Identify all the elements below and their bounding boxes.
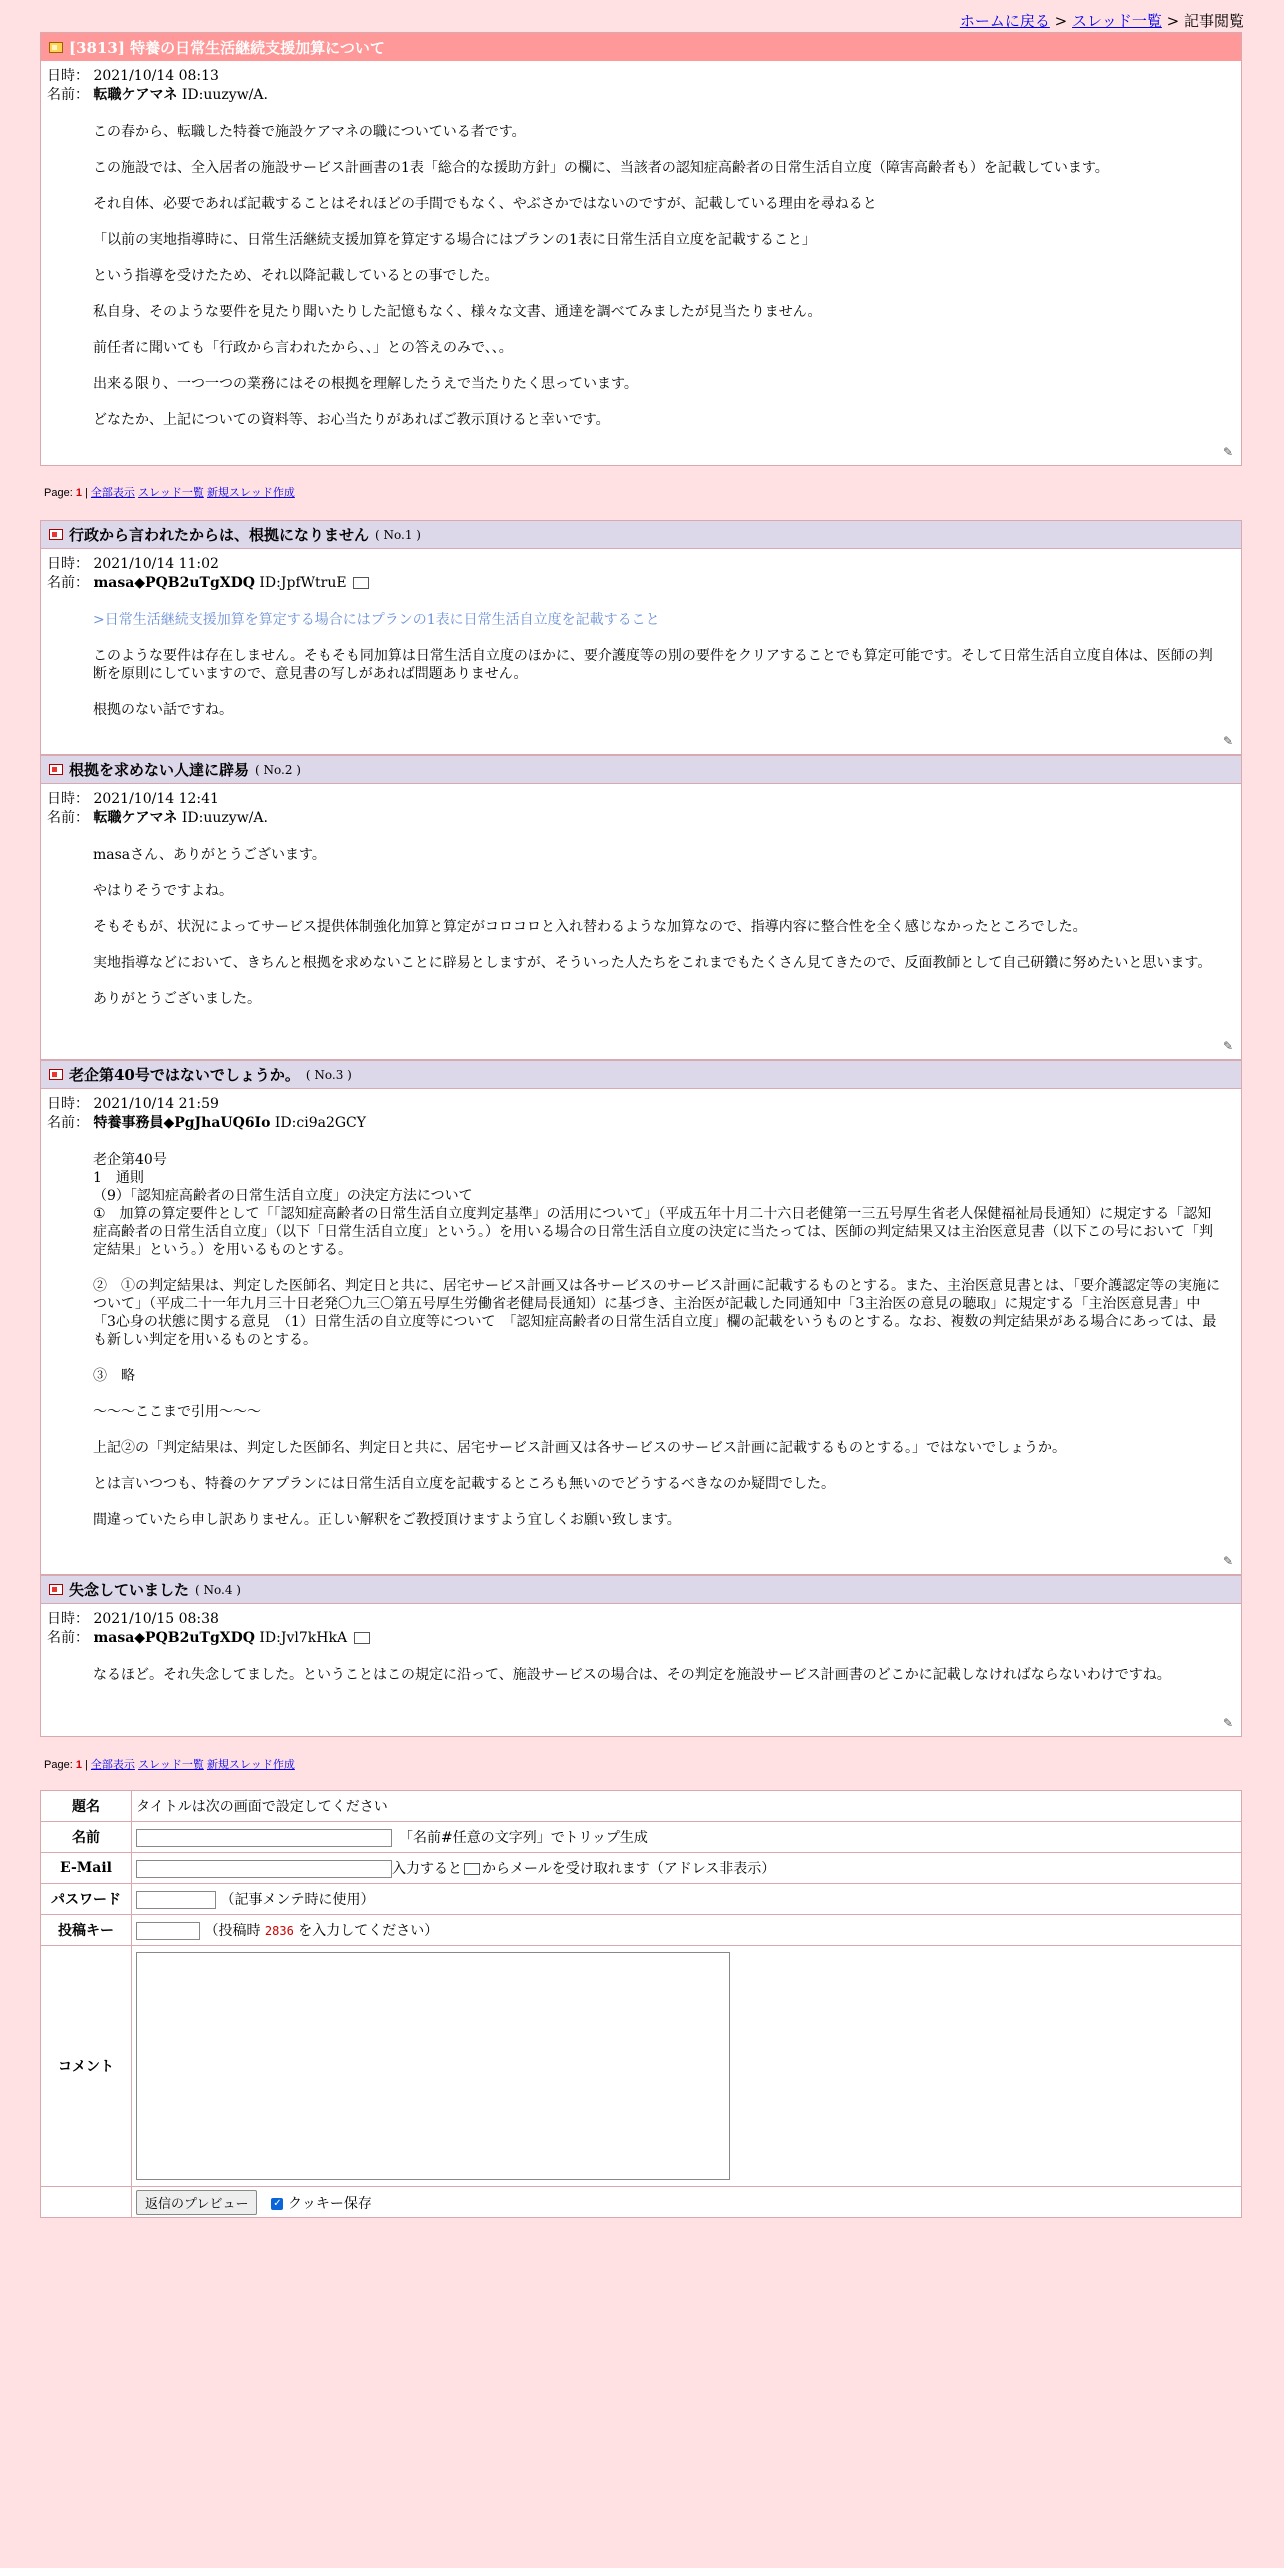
thread-title-bar bbox=[41, 33, 1241, 61]
title-note: タイトルは次の画面で設定してください bbox=[132, 1791, 1242, 1822]
post-date: 日時： 2021/10/14 11:02 bbox=[47, 556, 219, 572]
post-icon bbox=[49, 1584, 63, 1595]
comment-textarea[interactable] bbox=[136, 1952, 730, 2180]
edit-tool-icon[interactable]: ✎ bbox=[1222, 734, 1233, 748]
reply-title-bar: 根拠を求めない人達に辟易 ( No.2 ) bbox=[41, 756, 1241, 784]
mail-icon[interactable] bbox=[354, 1632, 370, 1644]
thread-main-post bbox=[40, 32, 1242, 466]
post-icon bbox=[49, 1069, 63, 1080]
reply-title: 老企第40号ではないでしょうか。 bbox=[69, 1066, 300, 1084]
post-author: 名前： 特養事務員◆PgJhaUQ6Io ID:ci9a2GCY bbox=[47, 1115, 366, 1131]
password-label: パスワード bbox=[41, 1884, 132, 1915]
new-thread-link[interactable]: 新規スレッド作成 bbox=[206, 1759, 295, 1771]
post-author: 名前： 転職ケアマネ ID:uuzyw/A. bbox=[47, 810, 268, 826]
home-link[interactable]: ホームに戻る bbox=[959, 12, 1050, 30]
reply-title: 失念していました bbox=[69, 1581, 190, 1599]
post-content: masaさん、ありがとうございます。 やはりそうですよね。 そもそもが、状況によってサービス提供体制強化加算と算定がコロコロと入れ替わるような加算なので、指導内容に整合性を全く感じなかったところでした。 実地指導などにおいて、きちんと根拠を求めないことに辟易としますが、そういった人たちをこれまでもたくさん見てきたので、反面教師として自己研鑽に努めたいと思います。 ありがとうございました。 bbox=[93, 847, 1212, 1007]
reply-title: 行政から言われたからは、根拠になりません bbox=[69, 526, 370, 544]
new-thread-link[interactable]: 新規スレッド作成 bbox=[206, 487, 295, 499]
cookie-label: クッキー保存 bbox=[287, 2195, 372, 2212]
reply-post bbox=[40, 520, 1242, 755]
post-content: なるほど。それ失念してました。ということはこの規定に沿って、施設サービスの場合は、その判定を施設サービス計画書のどこかに記載しなければならないわけですね。 bbox=[93, 1667, 1171, 1683]
edit-tool-icon[interactable]: ✎ bbox=[1222, 445, 1233, 459]
email-label: E-Mail bbox=[41, 1853, 132, 1884]
reply-title-bar: 行政から言われたからは、根拠になりません ( No.1 ) bbox=[41, 521, 1241, 549]
reply-post bbox=[40, 1060, 1242, 1575]
reply-post bbox=[40, 1575, 1242, 1737]
breadcrumb: ホームに戻る > スレッド一覧 > 記事閲覧 bbox=[959, 12, 1244, 30]
reply-title: 根拠を求めない人達に辟易 bbox=[69, 761, 250, 779]
edit-tool-icon[interactable]: ✎ bbox=[1222, 1554, 1233, 1568]
post-key-label: 投稿キー bbox=[41, 1915, 132, 1946]
title-label: 題名 bbox=[41, 1791, 132, 1822]
thread-title: [3813] 特養の日常生活継続支援加算について bbox=[69, 38, 385, 57]
reply-title-bar: 老企第40号ではないでしょうか。 ( No.3 ) bbox=[41, 1061, 1241, 1089]
post-icon bbox=[49, 764, 63, 775]
password-hint: （記事メンテ時に使用） bbox=[220, 1892, 375, 1908]
current-page-label: 記事閲覧 bbox=[1183, 12, 1244, 30]
post-date: 日時： 2021/10/14 12:41 bbox=[47, 791, 219, 807]
post-content: この春から、転職した特養で施設ケアマネの職についている者です。 この施設では、全入居者の施設サービス計画書の1表「総合的な援助方針」の欄に、当該者の認知症高齢者の日常生活自立度（障害高齢者も）を記載しています。 それ自体、必要であれば記載することはそれほどの手間でもなく、やぶさかではないのですが、記載している理由を尋ねると 「以前の実地指導時に、日常生活継続支援加算を算定する場合にはプランの1表に日常生活自立度を記載すること」 という指導を受けたため、それ以降記載しているとの事でした。 私自身、そのような要件を見たり聞いたりした記憶もなく、様々な文書、通達を調べてみましたが見当たりません。 前任者に聞いても「行政から言われたから、、」との答えのみで、、。 出来る限り、一つ一つの業務にはその根拠を理解したうえで当たりたく思っています。 どなたか、上記についての資料等、お心当たりがあればご教示頂けると幸いです。 bbox=[93, 124, 1109, 428]
edit-tool-icon[interactable]: ✎ bbox=[1222, 1039, 1233, 1053]
email-input[interactable] bbox=[136, 1860, 392, 1878]
thread-list-link-3[interactable]: スレッド一覧 bbox=[137, 1759, 204, 1771]
password-input[interactable] bbox=[136, 1891, 216, 1909]
post-author: 名前： masa◆PQB2uTgXDQ ID:JpfWtruE bbox=[47, 574, 1235, 593]
show-all-link[interactable]: 全部表示 bbox=[90, 487, 135, 499]
mail-icon bbox=[464, 1863, 480, 1875]
reply-form: 題名 タイトルは次の画面で設定してください 名前 「名前#任意の文字列」でトリップ生成 E-Mail 入力すると からメールを受け取れます（アドレス非表示） パスワード （記事メンテ時に使用） 投稿キー （投稿時 2836 を入力してください） コメント 返信のプレビュー ✓ クッキー保存 bbox=[40, 1790, 1242, 2218]
post-icon bbox=[49, 529, 63, 540]
trip-hint: 「名前#任意の文字列」でトリップ生成 bbox=[406, 1830, 648, 1846]
name-label: 名前 bbox=[41, 1822, 132, 1853]
thread-list-link-2[interactable]: スレッド一覧 bbox=[137, 487, 204, 499]
post-key-code: 2836 bbox=[264, 1924, 294, 1938]
post-content: >日常生活継続支援加算を算定する場合にはプランの1表に日常生活自立度を記載すること このような要件は存在しません。そもそも同加算は日常生活自立度のほかに、要介護度等の別の要件をクリアすることでも算定可能です。そして日常生活自立度自体は、医師の判断を原則にしていますので、意見書の写しがあれば問題ありません。 根拠のない話ですね。 bbox=[93, 611, 1223, 719]
reply-title-bar: 失念していました ( No.4 ) bbox=[41, 1576, 1241, 1604]
pager-top: Page: 1 | 全部表示 スレッド一覧 新規スレッド作成 bbox=[44, 487, 295, 499]
post-author: 名前： masa◆PQB2uTgXDQ ID:Jvl7kHkA bbox=[47, 1629, 1235, 1648]
cookie-checkbox[interactable]: ✓ bbox=[273, 2197, 282, 2209]
comment-label: コメント bbox=[41, 1946, 132, 2187]
quote-text: >日常生活継続支援加算を算定する場合にはプランの1表に日常生活自立度を記載すること bbox=[93, 612, 660, 628]
mail-icon[interactable] bbox=[353, 577, 369, 589]
preview-button[interactable]: 返信のプレビュー bbox=[136, 2190, 257, 2215]
post-key-input[interactable] bbox=[136, 1922, 200, 1940]
post-date: 日時： 2021/10/14 21:59 bbox=[47, 1096, 219, 1112]
post-date: 日時： 2021/10/14 08:13 bbox=[47, 68, 219, 84]
edit-tool-icon[interactable]: ✎ bbox=[1222, 1716, 1233, 1730]
folder-icon bbox=[49, 42, 63, 53]
pager-bottom: Page: 1 | 全部表示 スレッド一覧 新規スレッド作成 bbox=[44, 1759, 295, 1771]
name-input[interactable] bbox=[136, 1829, 392, 1847]
thread-list-link[interactable]: スレッド一覧 bbox=[1072, 12, 1162, 30]
post-content: 老企第40号 1 通則 （9）「認知症高齢者の日常生活自立度」の決定方法について ① 加算の算定要件として「「認知症高齢者の日常生活自立度判定基準」の活用について」（平成五年十月二十六日老健第一三五号厚生省老人保健福祉局長通知）に規定する「認知症高齢者の日常生活自立度」（以下「日常生活自立度」という。）を用いる場合の日常生活自立度の決定に当たっては、医師の判定結果又は主治医意見書（以下この号において「判定結果」という。）を用いるものとする。 ② ①の判定結果は、判定した医師名、判定日と共に、居宅サービス計画又は各サービスのサービス計画に記載するものとする。また、主治医意見書とは、「要介護認定等の実施について」（平成二十一年九月三十日老発〇九三〇第五号厚生労働省老健局長通知）に基づき、主治医が記載した同通知中「3主治医の意見の聴取」に規定する「主治医意見書」中「3心身の状態に関する意見 （1）日常生活の自立度等について 「認知症高齢者の日常生活自立度」欄の記載をいうものとする。なお、複数の判定結果がある場合にあっては、最も新しい判定を用いるものとする。 ③ 略 ～～～ここまで引用～～～ 上記②の「判定結果は、判定した医師名、判定日と共に、居宅サービス計画又は各サービスのサービス計画に記載するものとする。」ではないでしょうか。 とは言いつつも、特養のケアプランには日常生活自立度を記載するところも無いのでどうするべきなのか疑問でした。 間違っていたら申し訳ありません。正しい解釈をご教授頂けますよう宜しくお願い致します。 bbox=[93, 1152, 1220, 1528]
reply-post bbox=[40, 755, 1242, 1060]
post-author: 名前： 転職ケアマネ ID:uuzyw/A. bbox=[47, 87, 268, 103]
post-date: 日時： 2021/10/15 08:38 bbox=[47, 1611, 219, 1627]
show-all-link[interactable]: 全部表示 bbox=[90, 1759, 135, 1771]
